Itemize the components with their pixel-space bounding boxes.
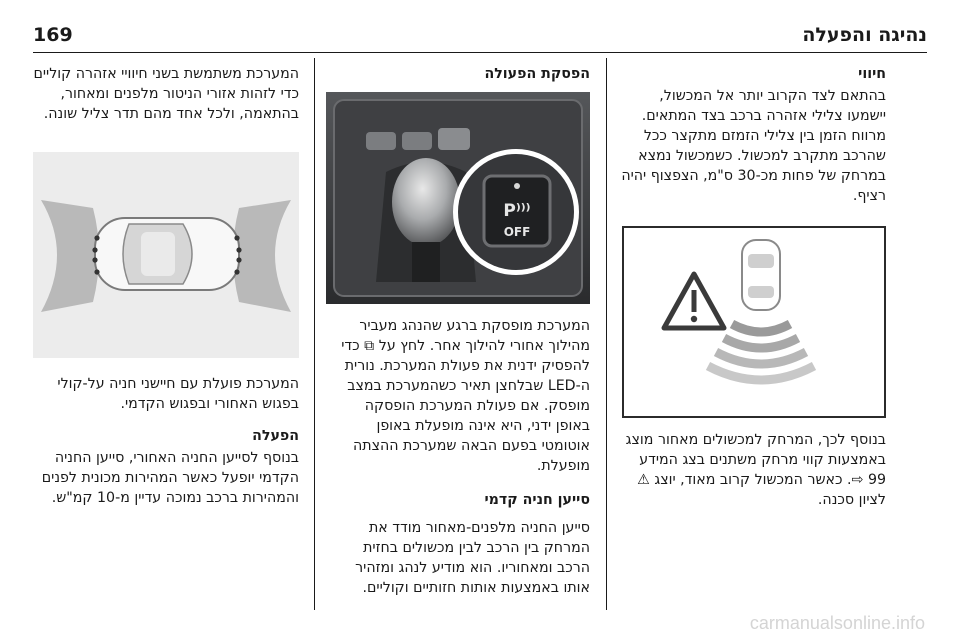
deactivation-paragraph: המערכת מופסקת ברגע שהנהג מעביר מהילוך אחורי להילוך אחר. לחץ על ⧉ כדי להפסיק ידנית את פעולת המערכת. נורית ה-LED שבלחצן תאיר כשהמערכת במצב מופסק. אם פעולת המערכת הופסקה באופן ידני, היא אינה מופעלת באופן אוטומטי בפעם הבאה שמערכת ההצתה מופעלת. [341, 318, 590, 474]
chapter-title: נהיגה והפעלה [802, 24, 927, 46]
section-heading-deactivation: הפסקת הפעולה [484, 66, 590, 82]
middle-column-lower [326, 316, 590, 598]
right-column-lower [618, 430, 886, 510]
sensor-zones-graphic [33, 152, 299, 358]
column-divider [606, 58, 607, 610]
console-switch-graphic [326, 92, 590, 304]
sensor-zones-illustration [33, 152, 299, 358]
parking-warning-illustration [622, 226, 886, 418]
page-header [33, 22, 927, 53]
warning-signals-paragraph: המערכת משתמשת בשני חיוויי אזהרה קוליים כדי לזהות אזורי הניטור מלפנים ומאחור, בהתאמה, ולכל אחד מהם תדר צליל שונה. [33, 66, 299, 122]
section-heading-activation: הפעלה [252, 428, 299, 444]
off-label: OFF [503, 225, 531, 239]
section-heading-indication: חיווי [858, 66, 886, 82]
column-divider [314, 58, 315, 610]
indication-paragraph: בהתאם לצד הקרוב יותר אל המכשול, יישמעו צלילי אזהרה ברכב בצד המתאים. מרווח הזמן בין צלילי הזמזם מתקצר ככל שהרכב מתקרב למכשול. כשמכשול נמצא במרחק של פחות מכ-30 ס"מ, הצפצוף יהיה רציף. [621, 88, 886, 204]
section-heading-front-parking-assist: סייען חניה קדמי [484, 492, 590, 508]
sensors-paragraph: המערכת פועלת עם חיישני חניה על-קולי בפגוש האחורי ובפגוש הקדמי. [57, 376, 299, 412]
park-assist-symbol: P⁾⁾⁾ [503, 201, 531, 221]
left-column-lower [33, 374, 299, 508]
activation-paragraph: בנוסף לסייען החניה האחורי, סייען החניה הקדמי יופעל כאשר המהירות מכונית לפנים והמהירות ברכב נמוכה עדיין מ-10 קמ"ש. [41, 450, 299, 506]
car-top-icon [742, 240, 780, 310]
warning-display-graphic [624, 228, 884, 416]
right-column [618, 64, 886, 206]
car-top-icon [95, 218, 239, 290]
watermark: carmanualsonline.info [749, 613, 925, 633]
page-number: 169 [33, 24, 73, 46]
gear-knob-icon [392, 158, 460, 246]
console-switch-photo [326, 92, 590, 304]
middle-column [326, 64, 590, 86]
left-column [33, 64, 299, 124]
distance-display-paragraph: בנוסף לכך, המרחק למכשולים מאחור מוצג באמצעות קווי מרחק משתנים בצג המידע 99 ⇨. כאשר המכשול קרוב מאוד, יוצג ⚠ לציון סכנה. [625, 432, 886, 508]
front-parking-assist-paragraph: סייען החניה מלפנים-מאחור מודד את המרחק בין הרכב לבין מכשולים בחזית הרכב ומאחוריו. הוא מודיע לנהג ומזהיר אותו באמצעות אותות חזותיים וקוליים. [355, 520, 590, 596]
